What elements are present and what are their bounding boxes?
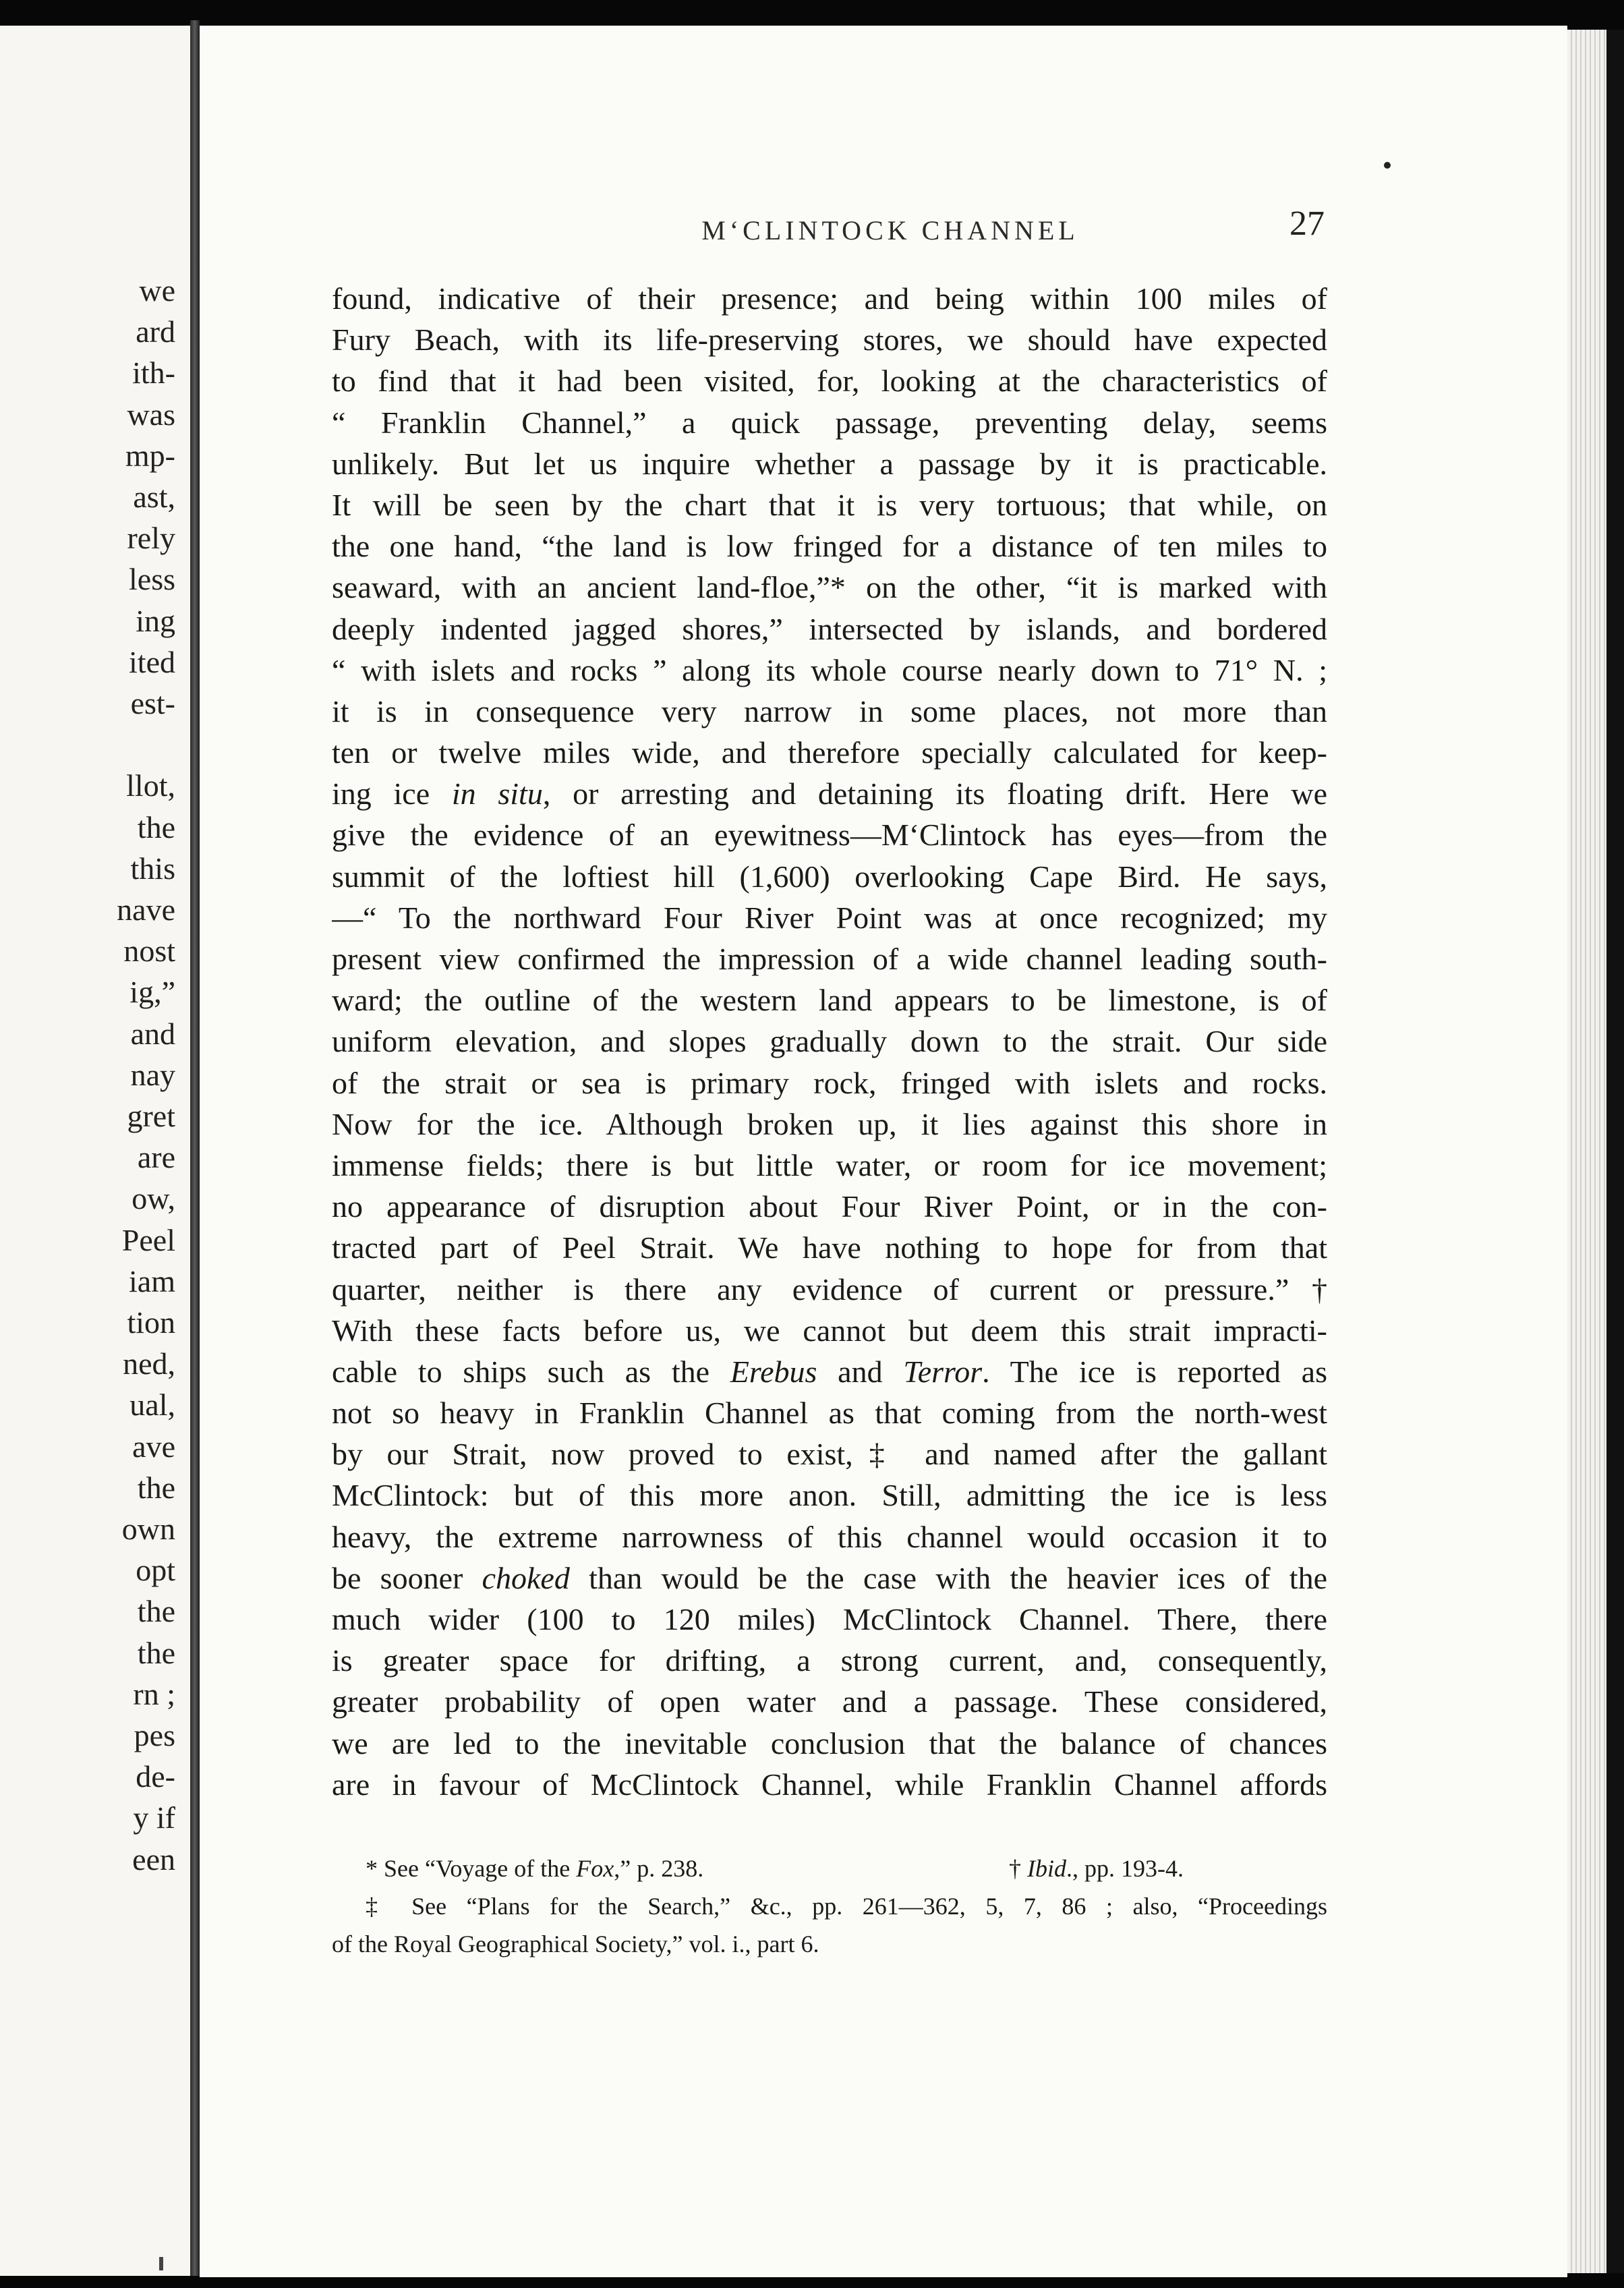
footnote-dagger: † Ibid., pp. 193-4. xyxy=(1009,1855,1184,1882)
left-page-fragment: this xyxy=(130,851,175,886)
left-page-fragment: nave xyxy=(117,892,175,927)
text-line: cable to ships such as the Erebus and Terror. The ice is reported as xyxy=(332,1354,1327,1389)
left-page-fragment: the xyxy=(137,1470,175,1505)
left-page-fragment: est- xyxy=(130,686,175,720)
body-text xyxy=(332,278,1327,1805)
left-page-fragment: are xyxy=(137,1140,175,1175)
left-page-fragment: y if xyxy=(133,1800,175,1835)
left-page-fragment: nay xyxy=(130,1057,175,1092)
text-line: much wider (100 to 120 miles) McClintock Channel. There, there xyxy=(332,1602,1327,1636)
left-page-fragment: was xyxy=(127,397,175,432)
left-page-fragment: ard xyxy=(136,314,175,349)
scan-speck xyxy=(159,2257,163,2270)
left-page-fragment: de- xyxy=(136,1759,175,1794)
running-head: M‘CLINTOCK CHANNEL xyxy=(701,215,1079,246)
left-page-fragment: ited xyxy=(129,644,175,679)
left-page-fragment: and xyxy=(130,1016,175,1051)
text-line: summit of the loftiest hill (1,600) overlooking Cape Bird. He says, xyxy=(332,859,1327,894)
footnotes xyxy=(332,1850,1327,1963)
left-page-fragment: ing xyxy=(136,603,175,638)
text-line: With these facts before us, we cannot but deem this strait impracti- xyxy=(332,1313,1327,1348)
left-page-fragment: ual, xyxy=(129,1388,175,1423)
left-page-fragment: ave xyxy=(132,1429,175,1464)
left-page-fragment: Peel xyxy=(121,1222,175,1257)
text-line: seaward, with an ancient land-floe,”* on the other, “it is marked with xyxy=(332,570,1327,605)
text-line: we are led to the inevitable conclusion that the balance of chances xyxy=(332,1725,1327,1761)
text-line: it is in consequence very narrow in some places, not more than xyxy=(332,693,1327,728)
book-gutter xyxy=(190,20,200,2276)
left-page-fragment: rn ; xyxy=(133,1676,175,1711)
text-line: immense fields; there is but little water, or room for ice movement; xyxy=(332,1147,1327,1182)
text-line: It will be seen by the chart that it is very tortuous; that while, on xyxy=(332,487,1327,522)
text-line: “ Franklin Channel,” a quick passage, preventing delay, seems xyxy=(332,405,1327,440)
left-page-fragment: ig,” xyxy=(129,975,175,1010)
text-line: are in favour of McClintock Channel, while Franklin Channel affords xyxy=(332,1767,1327,1802)
left-page-fragment: een xyxy=(132,1841,175,1877)
text-line: tracted part of Peel Strait. We have nothing to hope for from that xyxy=(332,1230,1327,1265)
left-page-fragment: the xyxy=(137,1594,175,1629)
left-page-fragment: iam xyxy=(129,1263,175,1298)
left-page-fragment: we xyxy=(139,273,175,308)
text-line: McClintock: but of this more anon. Still, admitting the ice is less xyxy=(332,1478,1327,1513)
left-page-fragment: less xyxy=(129,562,175,597)
text-line: unlikely. But let us inquire whether a passage by it is practicable. xyxy=(332,446,1327,481)
left-page-fragment: ith- xyxy=(132,355,175,391)
left-page-fragment: pes xyxy=(134,1718,175,1752)
text-line: greater probability of open water and a passage. These considered, xyxy=(332,1684,1327,1719)
left-page-fragment: opt xyxy=(136,1553,175,1588)
left-page-fragment: llot, xyxy=(126,768,175,803)
footnote-double-dagger: ‡ See “Plans for the Search,” &c., pp. 261—362, 5, 7, 86 ; also, “Proceedings xyxy=(366,1893,1327,1920)
footnote-double-dagger-continued: of the Royal Geographical Society,” vol. i., part 6. xyxy=(332,1930,819,1957)
text-line: by our Strait, now proved to exist,‡ and named after the gallant xyxy=(332,1437,1327,1472)
previous-page-edge xyxy=(0,26,190,2276)
text-line: to find that it had been visited, for, looking at the characteristics of xyxy=(332,364,1327,399)
left-page-fragment: the xyxy=(137,1635,175,1670)
left-page-fragment: gret xyxy=(127,1099,175,1133)
left-page-fragment: ast, xyxy=(133,480,175,514)
text-line: heavy, the extreme narrowness of this channel would occasion it to xyxy=(332,1519,1327,1554)
text-line: of the strait or sea is primary rock, fringed with islets and rocks. xyxy=(332,1065,1327,1100)
text-line: deeply indented jagged shores,” intersected by islands, and bordered xyxy=(332,611,1327,646)
left-page-fragment: nost xyxy=(123,934,175,969)
text-line: ten or twelve miles wide, and therefore specially calculated for keep- xyxy=(332,735,1327,770)
text-line: —“ To the northward Four River Point was at once recognized; my xyxy=(332,900,1327,935)
text-line: the one hand, “the land is low fringed for a distance of ten miles to xyxy=(332,529,1327,564)
scan-right-border xyxy=(1606,30,1624,2273)
left-page-fragment: rely xyxy=(127,521,175,556)
text-line: is greater space for drifting, a strong current, and, consequently, xyxy=(332,1643,1327,1678)
text-line: “ with islets and rocks ” along its whole course nearly down to 71° N. ; xyxy=(332,652,1327,687)
text-line: Fury Beach, with its life-preserving stores, we should have expected xyxy=(332,322,1327,358)
text-line: be sooner choked than would be the case with the heavier ices of the xyxy=(332,1560,1327,1595)
left-page-fragment: own xyxy=(121,1512,175,1546)
left-page-fragment: ow, xyxy=(132,1181,175,1216)
text-line: quarter, neither is there any evidence of current or pressure.”† xyxy=(332,1271,1327,1307)
text-line: present view confirmed the impression of a wide channel leading south- xyxy=(332,942,1327,976)
text-line: found, indicative of their presence; and being within 100 miles of xyxy=(332,281,1327,316)
text-line: ing ice in situ, or arresting and detaining its floating drift. Here we xyxy=(332,776,1327,811)
left-page-fragment: ned, xyxy=(123,1346,175,1381)
page-number: 27 xyxy=(1289,204,1325,243)
left-page-fragment: mp- xyxy=(125,438,175,473)
page-stack-edges xyxy=(1567,30,1606,2273)
text-line: ward; the outline of the western land appears to be limestone, is of xyxy=(332,983,1327,1018)
text-line: uniform elevation, and slopes gradually down to the strait. Our side xyxy=(332,1024,1327,1059)
ink-speck xyxy=(1384,162,1391,169)
text-line: no appearance of disruption about Four River Point, or in the con- xyxy=(332,1189,1327,1224)
text-line: Now for the ice. Although broken up, it lies against this shore in xyxy=(332,1106,1327,1141)
footnote-row-1 xyxy=(332,1850,1327,1887)
left-page-fragment: tion xyxy=(127,1305,175,1340)
left-page-fragment: the xyxy=(137,809,175,845)
text-line: not so heavy in Franklin Channel as that coming from the north-west xyxy=(332,1396,1327,1431)
text-line: give the evidence of an eyewitness—M‘Clintock has eyes—from the xyxy=(332,818,1327,853)
footnote-asterisk: * See “Voyage of the Fox,” p. 238. xyxy=(366,1855,704,1882)
